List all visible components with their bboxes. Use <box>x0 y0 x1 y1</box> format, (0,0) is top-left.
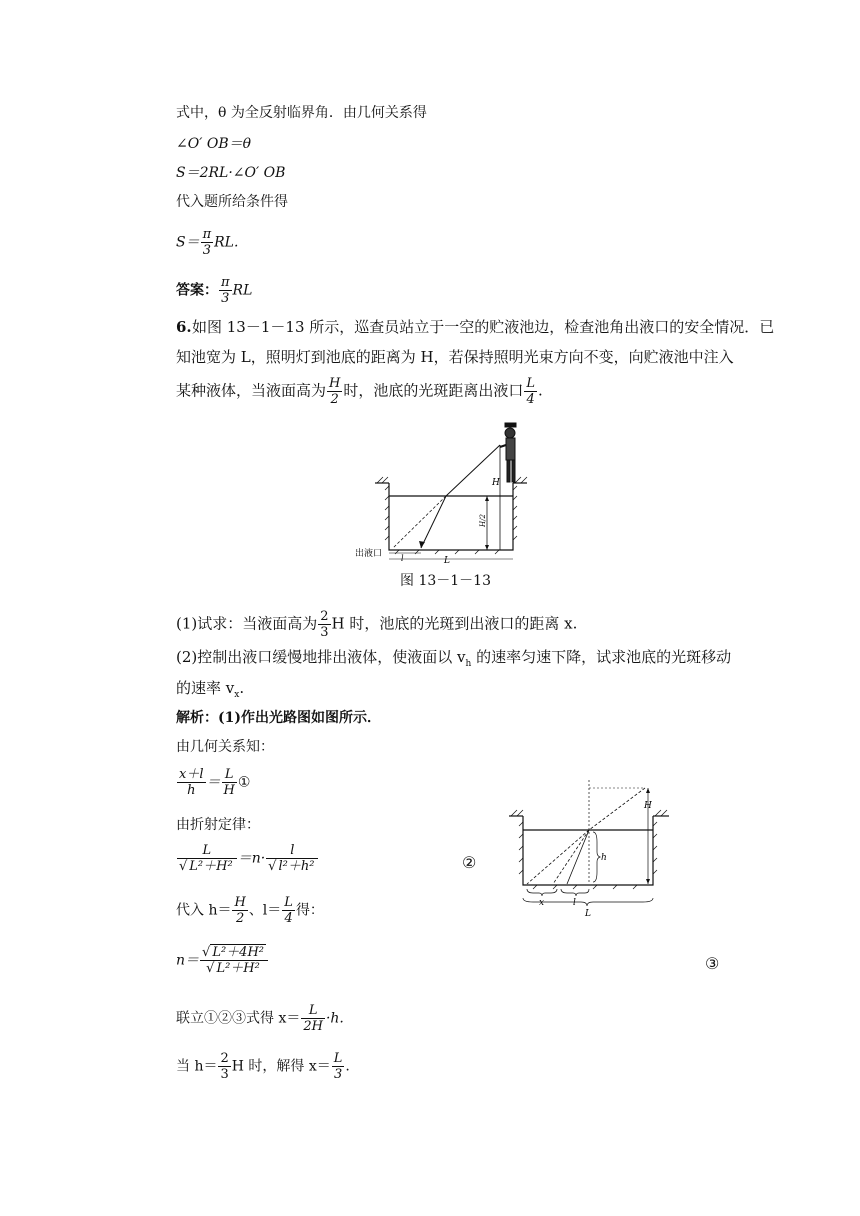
s5-a: 联立①②③式得 x＝ <box>176 1010 301 1027</box>
l5-den: 3 <box>202 243 211 258</box>
s4-num2: L <box>284 895 293 910</box>
s6-den2: 3 <box>333 1067 343 1082</box>
s6-frac2 <box>332 1052 345 1081</box>
q2-d: . <box>239 679 245 697</box>
q1-b: H 时，池底的光斑到出液口的距离 x. <box>331 614 578 633</box>
l5-num: π <box>202 227 212 242</box>
solution-substitute <box>176 896 324 925</box>
q2-c: 的速率 v <box>176 679 235 697</box>
fig2-label-H: H <box>644 801 652 811</box>
answer-label: 答案： <box>176 282 218 299</box>
fig1-label-l: l <box>401 554 404 563</box>
eq1-den2: H <box>223 783 235 798</box>
optical-path-diagram <box>505 780 680 920</box>
problem-p3 <box>176 377 543 406</box>
p3-num1: H <box>329 376 341 391</box>
p3-frac2 <box>524 377 537 406</box>
line-3: S＝2RL·∠O′ OB <box>176 165 286 181</box>
eq3-den: L²＋H² <box>216 961 260 976</box>
solution-refraction: 由折射定律： <box>176 817 260 833</box>
s6-num1: 2 <box>220 1051 229 1066</box>
q1-num: 2 <box>320 609 329 624</box>
eq3-frac: $\frac{\text{√ L²＋4H²}}{\text{√ L²＋H²}}$ <box>200 946 268 975</box>
solution-combine <box>176 1004 344 1033</box>
s4-c: 得： <box>295 902 324 919</box>
fig2-label-L: L <box>585 909 591 919</box>
eq3-a: n＝ <box>176 952 200 969</box>
l5-pre: S＝ <box>176 234 200 251</box>
eq1-num: x＋l <box>179 767 204 782</box>
s4-den2: 4 <box>284 911 293 926</box>
p3-b: 时，池底的光斑距离出液口 <box>343 381 524 400</box>
s6-a: 当 h＝ <box>176 1058 218 1075</box>
s6-den1: 3 <box>220 1067 229 1082</box>
eq1-mid: ＝ <box>206 774 221 791</box>
q2-b: 的速率匀速下降，试求池底的光斑移动 <box>471 648 732 666</box>
s5-b: ·h. <box>325 1010 344 1027</box>
eq2-mid: ＝n· <box>237 850 266 867</box>
s6-frac1 <box>218 1052 230 1081</box>
p3-den1: 2 <box>330 392 339 407</box>
equation-3 <box>176 946 269 975</box>
s4-den1: 2 <box>236 911 245 926</box>
line-2: ∠O′ OB＝θ <box>176 136 252 152</box>
p3-a: 某种液体，当液面高为 <box>176 381 327 400</box>
s6-b: H 时，解得 x＝ <box>231 1058 331 1075</box>
s5-num: L <box>301 1004 325 1019</box>
line-1: 式中，θ 为全反射临界角．由几何关系得 <box>176 105 427 121</box>
s4-frac2 <box>282 896 295 925</box>
figure-caption: 图 13－1－13 <box>400 573 491 589</box>
problem-p2: 知池宽为 L，照明灯到池底的距离为 H，若保持照明光束方向不变，向贮液池中注入 <box>176 348 734 366</box>
q1-a: (1)试求：当液面高为 <box>176 614 318 633</box>
eq2-num1: L <box>177 844 237 859</box>
p3-den2: 4 <box>526 392 535 407</box>
eq1-frac2 <box>222 768 237 797</box>
eq1-num2: L <box>222 768 237 783</box>
q2-sub2: x <box>234 690 240 700</box>
answer-line <box>176 276 252 305</box>
eq2-tag: ② <box>462 853 477 872</box>
eq2-den1: L²＋H² <box>189 859 233 874</box>
q1-den: 3 <box>320 625 329 640</box>
eq2-num2: l <box>266 844 318 859</box>
equation-2 <box>176 844 319 873</box>
problem-number: 6. <box>176 318 192 336</box>
solution-geometry: 由几何关系知： <box>176 739 274 755</box>
l5-post: RL. <box>214 234 239 251</box>
s6-c: . <box>345 1058 350 1075</box>
fig2-label-h: h <box>601 853 607 863</box>
s4-a: 代入 h＝ <box>176 902 232 919</box>
s5-frac <box>301 1004 325 1033</box>
eq3-tag: ③ <box>705 954 720 973</box>
question-2-line-1 <box>176 650 731 669</box>
equation-1 <box>176 768 250 797</box>
figure-13-1-13 <box>355 415 530 565</box>
s4-frac1 <box>232 896 247 925</box>
eq1-frac1 <box>177 768 206 797</box>
s6-num2: L <box>333 1051 343 1066</box>
fig1-label-H: H <box>492 478 500 488</box>
answer-post: RL <box>232 282 253 299</box>
q2-a: (2)控制出液口缓慢地排出液体，使液面以 v <box>176 648 466 666</box>
eq3-num: L²＋4H² <box>212 945 264 960</box>
eq2-den2: l²＋h² <box>278 859 315 874</box>
line-4: 代入题所给条件得 <box>176 194 288 210</box>
fig2-label-l: l <box>573 898 576 908</box>
eq2-frac2: $\frac{l}{\text{√ l²＋h²}}$ <box>266 844 318 873</box>
s4-b: 、l＝ <box>248 902 282 919</box>
q1-frac <box>318 610 330 639</box>
p3-num2: L <box>526 376 536 391</box>
fig2-label-x: x <box>539 898 545 908</box>
eq2-frac1: $\frac{L}{\text{√ L²＋H²}}$ <box>177 844 237 873</box>
solution-intro: 解析：(1)作出光路图如图所示． <box>176 710 381 726</box>
answer-frac <box>219 276 232 305</box>
p3-frac1 <box>327 377 342 406</box>
fig1-label-outlet: 出液口 <box>355 549 383 559</box>
question-1 <box>176 610 577 639</box>
q2-sub: h <box>465 659 472 669</box>
problem-p1: 如图 13－1－13 所示，巡查员站立于一空的贮液池边，检查池角出液口的安全情况．已 <box>192 318 775 336</box>
question-2-line-2 <box>176 681 244 700</box>
p3-c: . <box>538 381 543 400</box>
fig1-label-H2: H/2 <box>479 514 487 527</box>
line-5 <box>176 228 238 257</box>
answer-num: π <box>221 275 230 290</box>
fig1-label-L: L <box>444 556 450 565</box>
s5-den: 2H <box>303 1019 323 1034</box>
l5-frac <box>201 228 214 257</box>
s4-num1: H <box>234 895 246 910</box>
solution-result <box>176 1052 350 1081</box>
answer-den: 3 <box>221 291 230 306</box>
eq1-den: h <box>187 783 196 798</box>
eq1-tag: ① <box>237 774 251 791</box>
